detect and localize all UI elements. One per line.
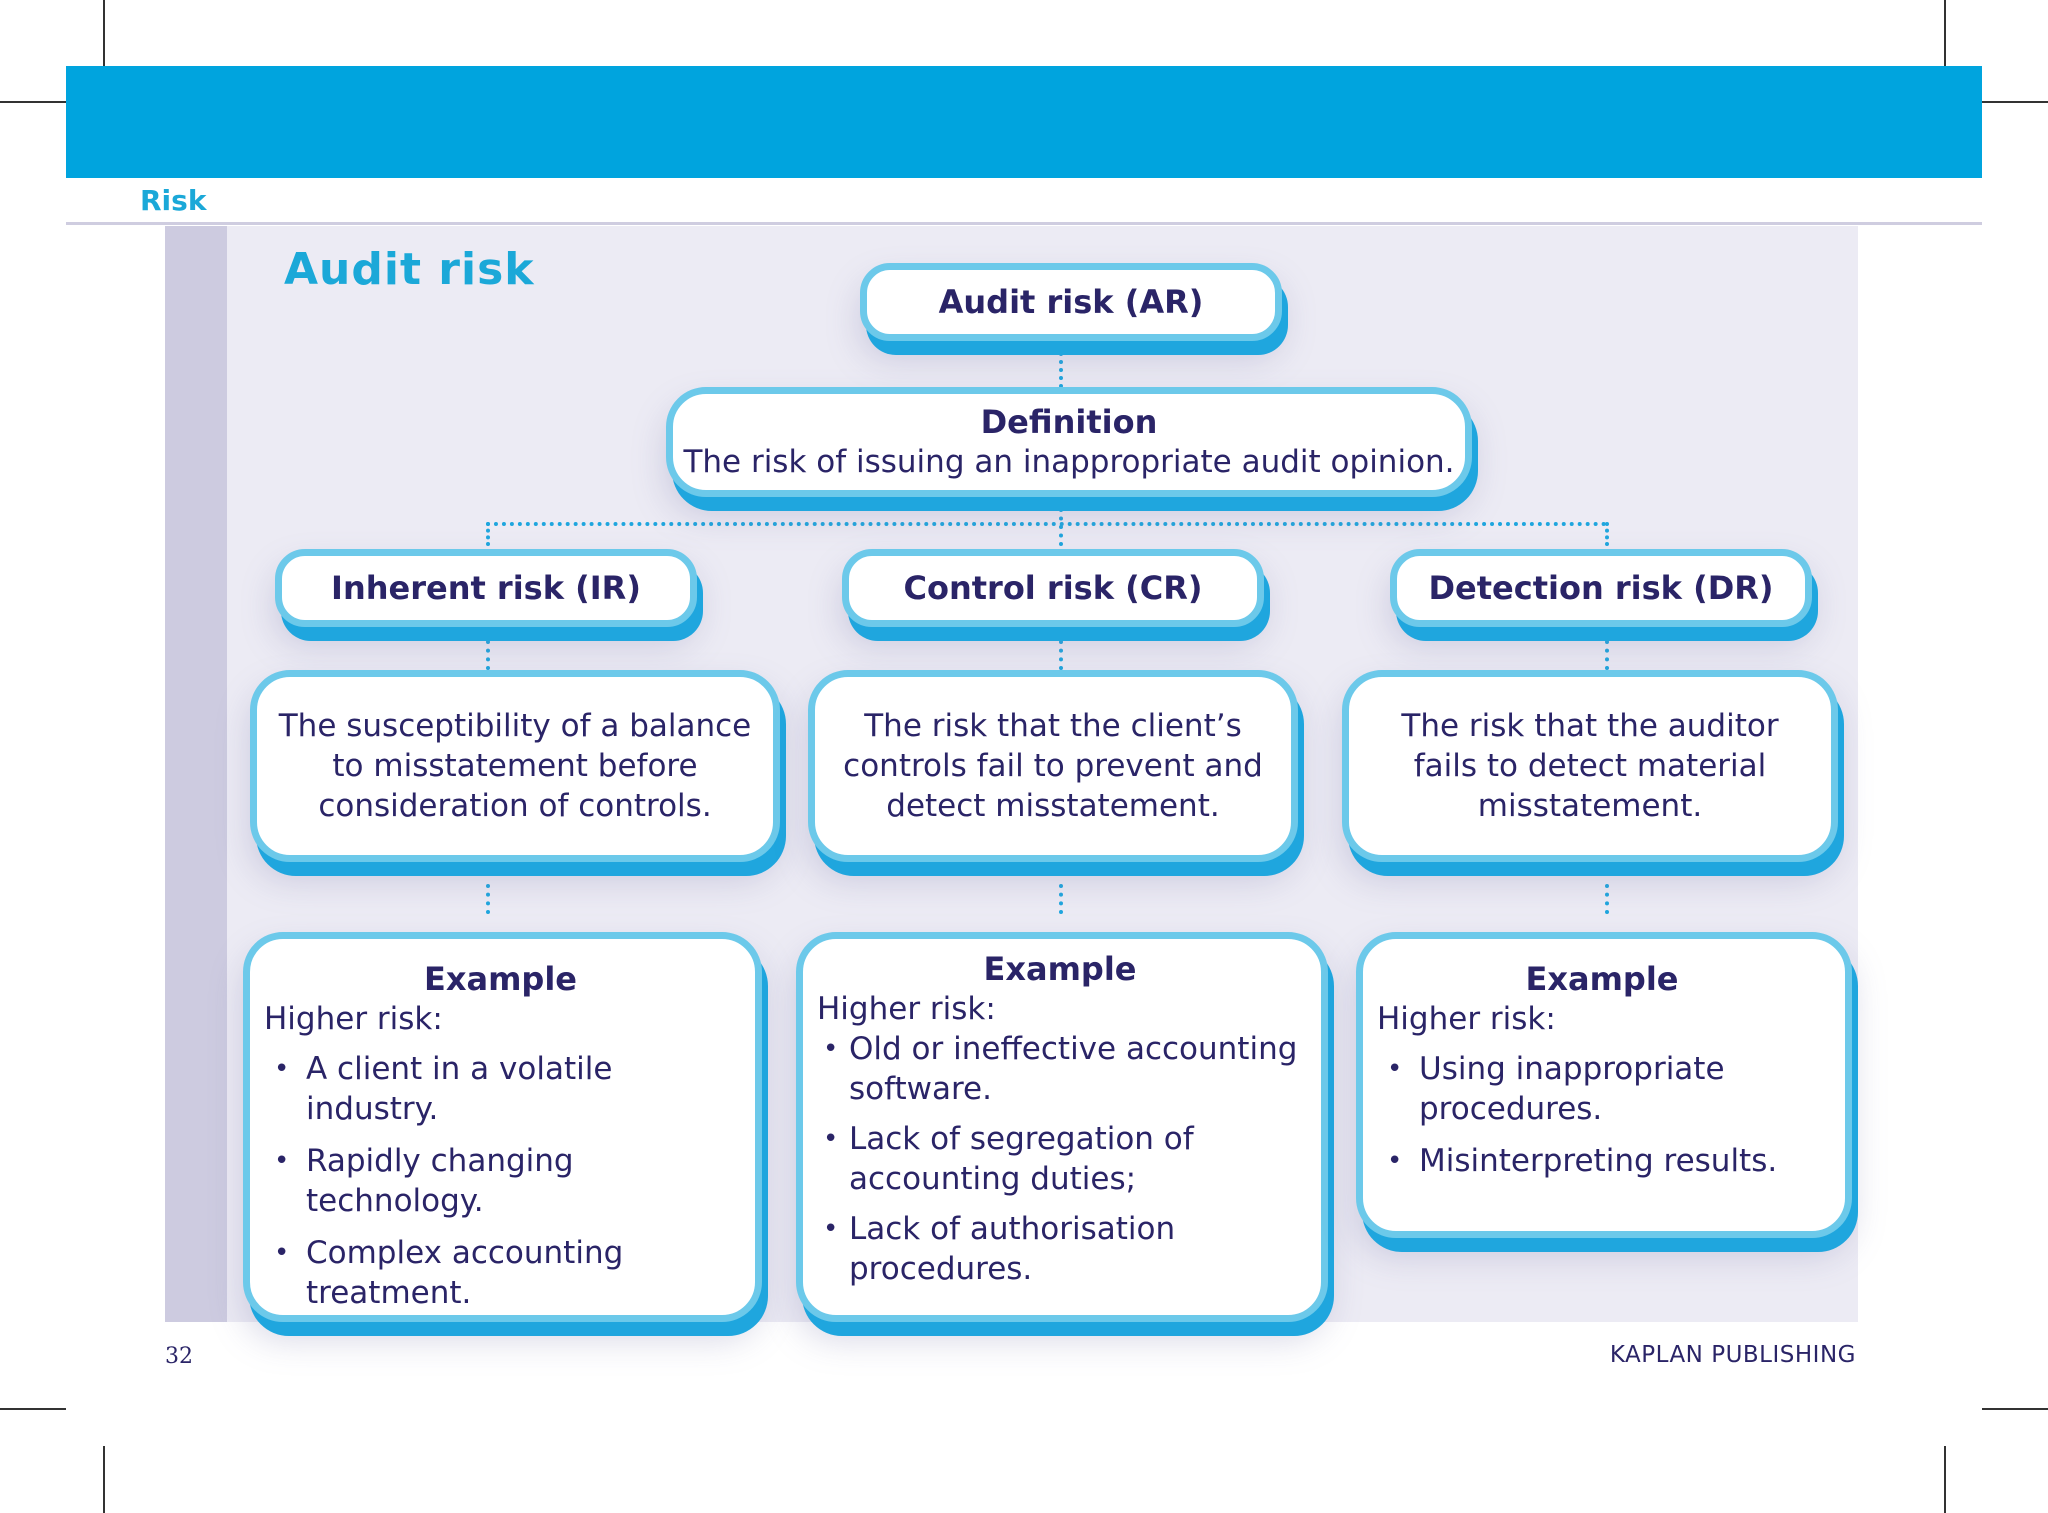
example-item: • Misinterpreting results. bbox=[1377, 1141, 1827, 1181]
inherent-risk-label: Inherent risk (IR) bbox=[331, 569, 641, 607]
example-item: • Lack of segregation of accounting duties; bbox=[817, 1119, 1303, 1199]
control-risk-description bbox=[808, 670, 1298, 862]
detection-risk-example bbox=[1356, 932, 1852, 1238]
connector-cr-description bbox=[1059, 640, 1063, 670]
audit-risk-node bbox=[860, 263, 1282, 341]
definition-heading: Definition bbox=[980, 403, 1158, 441]
detection-risk-definition: The risk that the auditor fails to detect material misstatement. bbox=[1401, 708, 1779, 824]
crop-mark bbox=[1944, 0, 1946, 66]
example-subtitle: Higher risk: bbox=[817, 991, 996, 1027]
crop-mark bbox=[1944, 1446, 1946, 1513]
example-item: • Using inappropriate procedures. bbox=[1377, 1049, 1827, 1129]
example-list bbox=[817, 1029, 1303, 1299]
panel-side-strip bbox=[165, 226, 227, 1322]
inherent-risk-definition: The susceptibility of a balance to misstatement before consideration of controls. bbox=[278, 708, 752, 824]
detection-risk-description bbox=[1342, 670, 1838, 862]
example-heading: Example bbox=[983, 950, 1137, 988]
page-number: 32 bbox=[165, 1344, 193, 1369]
example-heading: Example bbox=[423, 960, 577, 998]
connector-branch-horizontal bbox=[486, 522, 1607, 526]
panel-title: Audit risk bbox=[284, 244, 535, 295]
crop-mark bbox=[1982, 1408, 2048, 1410]
detection-risk-node bbox=[1390, 549, 1812, 627]
crop-mark bbox=[103, 0, 105, 66]
header-band bbox=[66, 66, 1982, 178]
example-item: • Lack of authorisation procedures. bbox=[817, 1209, 1303, 1289]
control-risk-label: Control risk (CR) bbox=[903, 569, 1203, 607]
example-item: • A client in a volatile industry. bbox=[264, 1049, 737, 1129]
example-subtitle: Higher risk: bbox=[264, 1001, 443, 1037]
crop-mark bbox=[103, 1446, 105, 1513]
definition-text: The risk of issuing an inappropriate audit opinion. bbox=[683, 444, 1455, 480]
example-list bbox=[264, 1049, 737, 1325]
section-divider bbox=[66, 222, 1982, 225]
definition-node bbox=[666, 387, 1472, 497]
example-heading: Example bbox=[1525, 960, 1679, 998]
example-subtitle: Higher risk: bbox=[1377, 1001, 1556, 1037]
connector-ir-description bbox=[486, 640, 490, 670]
example-item: • Rapidly changing technology. bbox=[264, 1141, 737, 1221]
connector-root-definition bbox=[1059, 352, 1063, 388]
connector-dr-description bbox=[1605, 640, 1609, 670]
inherent-risk-node bbox=[275, 549, 697, 627]
connector-definition-branch bbox=[1059, 508, 1063, 546]
example-item: • Old or ineffective accounting software. bbox=[817, 1029, 1303, 1109]
audit-risk-label: Audit risk (AR) bbox=[938, 283, 1204, 321]
inherent-risk-example bbox=[243, 932, 762, 1322]
crop-mark bbox=[0, 101, 66, 103]
control-risk-definition: The risk that the client’s controls fail to prevent and detect misstatement. bbox=[843, 708, 1263, 824]
crop-mark bbox=[1982, 101, 2048, 103]
detection-risk-label: Detection risk (DR) bbox=[1428, 569, 1774, 607]
publisher-name: KAPLAN PUBLISHING bbox=[1609, 1342, 1856, 1368]
connector-cr-example bbox=[1059, 884, 1063, 914]
connector-branch-ir bbox=[486, 522, 490, 546]
control-risk-example bbox=[796, 932, 1328, 1322]
example-item: • Complex accounting treatment. bbox=[264, 1233, 737, 1313]
example-list bbox=[1377, 1049, 1827, 1193]
inherent-risk-description bbox=[250, 670, 780, 862]
connector-ir-example bbox=[486, 884, 490, 914]
connector-dr-example bbox=[1605, 884, 1609, 914]
section-label: Risk bbox=[140, 184, 207, 217]
connector-branch-dr bbox=[1605, 522, 1609, 546]
control-risk-node bbox=[842, 549, 1264, 627]
crop-mark bbox=[0, 1408, 66, 1410]
